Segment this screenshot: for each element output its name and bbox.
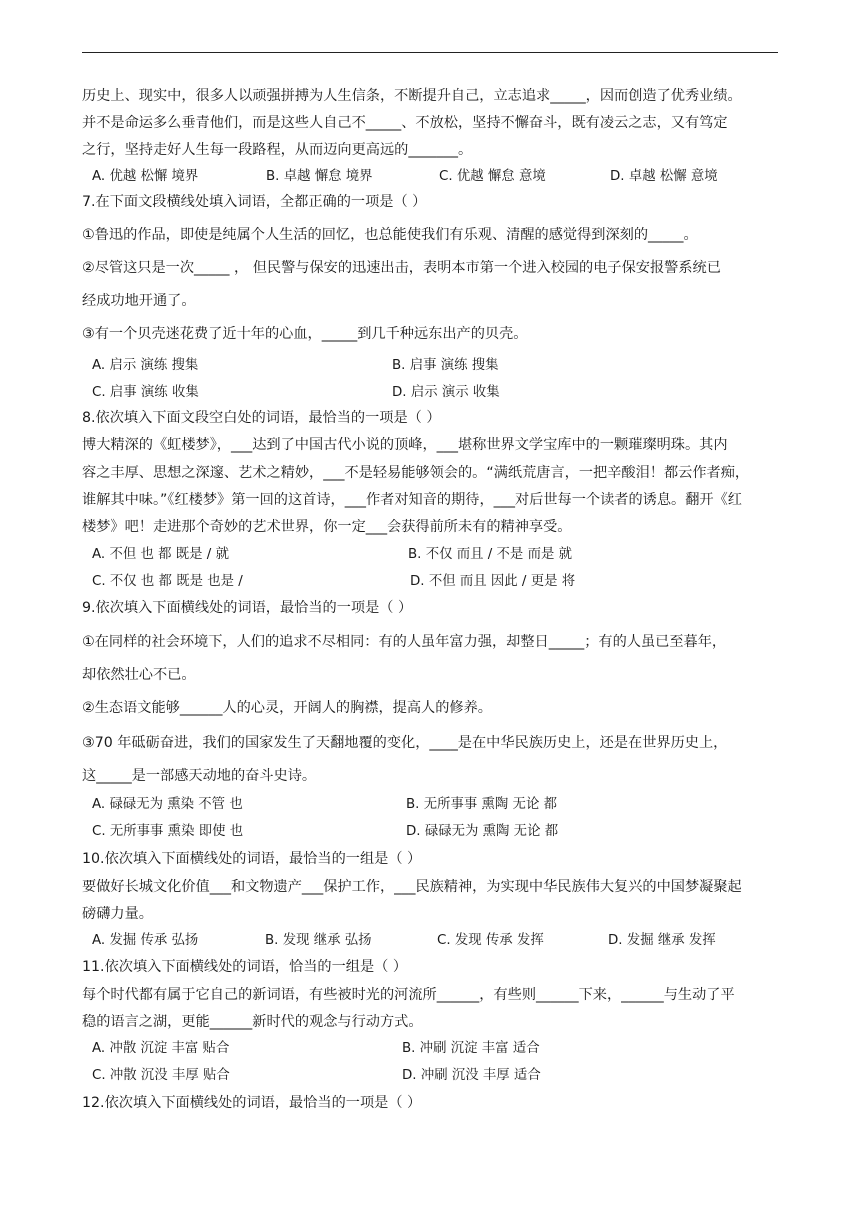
option-a[interactable]: A. 启示 演练 搜集 — [92, 358, 199, 373]
passage-line: 容之丰厚、思想之深邃、艺术之精妙，___不是轻易能够领会的。“满纸荒唐言，一把辛酸泪！都云作者痴， — [82, 465, 750, 481]
option-b[interactable]: B. 冲刷 沉淀 丰富 适合 — [402, 1041, 540, 1056]
passage-line: ①在同样的社会环境下，人们的追求不尽相同：有的人虽年富力强，却整日_____；有的人虽已至暮年， — [82, 634, 727, 650]
option-d[interactable]: D. 卓越 松懈 意境 — [610, 169, 718, 184]
passage-line: 这_____是一部感天动地的奋斗史诗。 — [82, 768, 317, 784]
passage-line: 磅礴力量。 — [82, 906, 153, 922]
header-rule — [82, 52, 778, 53]
option-c[interactable]: C. 启事 演练 收集 — [92, 385, 199, 400]
option-b[interactable]: B. 不仅 而且 / 不是 而是 就 — [408, 547, 573, 562]
question-title: 8.依次填入下面文段空白处的词语，最恰当的一项是（ ） — [82, 410, 441, 426]
passage-line: 之行，坚持走好人生每一段路程，从而迈向更高远的_______。 — [82, 142, 473, 158]
passage-line: ②尽管这只是一次_____ ， 但民警与保安的迅速出击，表明本市第一个进入校园的电子保安报警系统已 — [82, 260, 721, 276]
option-d[interactable]: D. 碌碌无为 熏陶 无论 都 — [406, 824, 559, 839]
option-c[interactable]: C. 无所事事 熏染 即使 也 — [92, 824, 244, 839]
option-c[interactable]: C. 冲散 沉没 丰厚 贴合 — [92, 1068, 230, 1083]
passage-line: 要做好长城文化价值___和文物遗产___保护工作，___民族精神，为实现中华民族伟大复兴的中国梦凝聚起 — [82, 879, 742, 895]
option-c[interactable]: C. 优越 懈怠 意境 — [439, 169, 546, 184]
passage-line: 历史上、现实中，很多人以顽强拼搏为人生信条，不断提升自己，立志追求_____，因而创造了优秀业绩。 — [82, 88, 742, 104]
passage-line: ①鲁迅的作品，即使是纯属个人生活的回忆，也总能使我们有乐观、清醒的感觉得到深刻的_____。 — [82, 227, 698, 243]
passage-line: ③有一个贝壳迷花费了近十年的心血，_____到几千种远东出产的贝壳。 — [82, 326, 528, 342]
passage-line: ③70 年砥砺奋进，我们的国家发生了天翻地覆的变化，____是在中华民族历史上，还是在世界历史上， — [82, 735, 728, 751]
option-a[interactable]: A. 发掘 传承 弘扬 — [92, 933, 199, 948]
option-a[interactable]: A. 冲散 沉淀 丰富 贴合 — [92, 1041, 230, 1056]
passage-line: 却依然壮心不已。 — [82, 667, 196, 683]
option-b[interactable]: B. 卓越 懈怠 境界 — [266, 169, 373, 184]
option-a[interactable]: A. 优越 松懈 境界 — [92, 169, 199, 184]
option-b[interactable]: B. 启事 演练 搜集 — [392, 358, 499, 373]
option-b[interactable]: B. 发现 继承 弘扬 — [265, 933, 372, 948]
passage-line: 经成功地开通了。 — [82, 293, 196, 309]
question-title: 11.依次填入下面横线处的词语，恰当的一组是（ ） — [82, 959, 408, 975]
option-b[interactable]: B. 无所事事 熏陶 无论 都 — [406, 797, 557, 812]
passage-line: 稳的语言之湖，更能______新时代的观念与行动方式。 — [82, 1014, 423, 1030]
option-d[interactable]: D. 启示 演示 收集 — [392, 385, 500, 400]
passage-line: 谁解其中味。”《红楼梦》第一回的这首诗，___作者对知音的期待，___对后世每一个读者的诱息。翻开《红 — [82, 492, 742, 508]
option-d[interactable]: D. 不但 而且 因此 / 更是 将 — [410, 574, 576, 589]
option-c[interactable]: C. 发现 传承 发挥 — [437, 933, 544, 948]
option-d[interactable]: D. 发掘 继承 发挥 — [608, 933, 716, 948]
question-title: 12.依次填入下面横线处的词语，最恰当的一项是（ ） — [82, 1095, 422, 1111]
option-d[interactable]: D. 冲刷 沉没 丰厚 适合 — [402, 1068, 541, 1083]
question-title: 9.依次填入下面横线处的词语，最恰当的一项是（ ） — [82, 600, 413, 616]
question-title: 7.在下面文段横线处填入词语，全都正确的一项是（ ） — [82, 194, 427, 210]
option-a[interactable]: A. 碌碌无为 熏染 不管 也 — [92, 797, 243, 812]
passage-line: 并不是命运多么垂青他们，而是这些人自己不_____、不放松，坚持不懈奋斗，既有凌云之志，又有笃定 — [82, 115, 728, 131]
passage-line: 博大精深的《虹楼梦》，___达到了中国古代小说的顶峰，___堪称世界文学宝库中的一颗璀璨明珠。其内 — [82, 437, 728, 453]
passage-line: 每个时代都有属于它自己的新词语，有些被时光的河流所______，有些则______下来，______与生动了平 — [82, 987, 735, 1003]
passage-line: 楼梦》吧！走进那个奇妙的艺术世界，你一定___会获得前所未有的精神享受。 — [82, 519, 572, 535]
option-a[interactable]: A. 不但 也 都 既是 / 就 — [92, 547, 229, 562]
option-c[interactable]: C. 不仅 也 都 既是 也是 / — [92, 574, 243, 589]
question-title: 10.依次填入下面横线处的词语，最恰当的一组是（ ） — [82, 851, 422, 867]
passage-line: ②生态语文能够______人的心灵，开阔人的胸襟，提高人的修养。 — [82, 700, 492, 716]
